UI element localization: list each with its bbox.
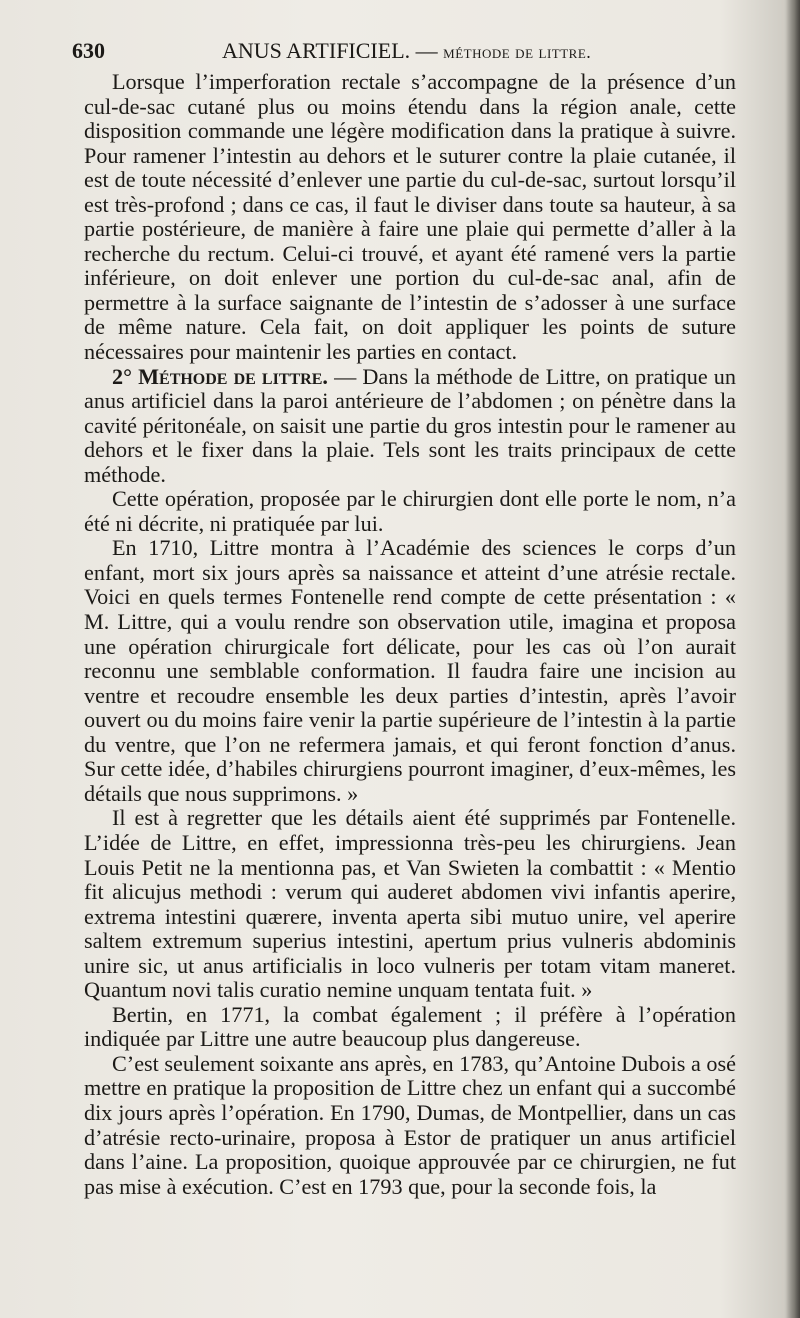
body-text	[84, 70, 736, 1199]
paragraph: Lorsque l’imperforation rectale s’accompagne de la présence d’un cul-de-sac cutané plus ou moins étendu dans la région anale, cette disposition commande une légère modification dans la pratique à suivre. Pour ramener l’intestin au dehors et le suturer contre la plaie cutanée, il est de toute nécessité d’enlever une partie du cul-de-sac, surtout lorsqu’il est très-profond ; dans ce cas, il faut le diviser dans toute sa hauteur, à sa partie postérieure, de manière à faire une plaie qui permette d’aller à la recherche du rectum. Celui-ci trouvé, et ayant été ramené vers la partie inférieure, on doit enlever une portion du cul-de-sac anal, afin de permettre à la surface saignante de l’intestin de s’adosser à une surface de même nature. Cela fait, on doit appliquer les points de suture nécessaires pour maintenir les parties en contact.	[84, 69, 736, 365]
paragraph: C’est seulement soixante ans après, en 1783, qu’Antoine Dubois a osé mettre en pratique la proposition de Littre chez un enfant qui a succombé dix jours après l’opération. En 1790, Dumas, de Montpellier, dans un cas d’atrésie recto-urinaire, proposa à Estor de pratiquer un anus artificiel dans l’aine. La proposition, quoique approuvée par ce chirurgien, ne fut pas mise à exécution. C’est en 1793 que, pour la seconde fois, la	[84, 1050, 736, 1199]
page-header	[72, 38, 742, 68]
page-number: 630	[72, 38, 105, 63]
paragraph-text: — Dans la méthode de Littre, on pratique un anus artificiel dans la paroi antérieure de l’abdomen ; on pénètre dans la cavité péritonéale, on saisit une partie du gros intestin pour le ramener au dehors et le fixer dans la plaie. Tels sont les traits principaux de cette méthode.	[84, 363, 736, 487]
section-heading: 2° Méthode de littre.	[112, 363, 328, 389]
page-edge-shadow	[786, 0, 800, 1318]
paragraph: Cette opération, proposée par le chirurgien dont elle porte le nom, n’a été ni décrite, ni pratiquée par lui.	[84, 486, 736, 536]
paragraph: Bertin, en 1771, la combat également ; il préfère à l’opération indiquée par Littre une autre beaucoup plus dangereuse.	[84, 1001, 736, 1052]
running-title-main: ANUS ARTIFICIEL.	[222, 38, 411, 63]
paragraph: Il est à regretter que les détails aient été supprimés par Fontenelle. L’idée de Littre, en effet, impressionna très-peu les chirurgiens. Jean Louis Petit ne la mentionna pas, et Van Swieten la combattit : « Mentio fit alicujus methodi : verum qui auderet abdomen vivi infantis aperire, extrema intestini quærere, inventa aperta sibi mutuo unire, vel aperire saltem extremum superius intestini, apertum prius vulneris abdominis unire sic, ut anus artificialis in loco vulneris per totam vitam maneret. Quantum novi talis curatio nemine unquam tentata fuit. »	[84, 805, 736, 1003]
running-title-separator: —	[415, 38, 438, 63]
running-title-sub: méthode de littre.	[443, 42, 592, 62]
paragraph	[84, 365, 736, 488]
paragraph: En 1710, Littre montra à l’Académie des sciences le corps d’un enfant, mort six jours après sa naissance et atteint d’une atrésie rectale. Voici en quels termes Fontenelle rend compte de cette présentation : « M. Littre, qui a voulu rendre son observation utile, imagina et proposa une opération chirurgicale fort délicate, pour les cas où l’on aurait reconnu une semblable conformation. Il faudra faire une incision au ventre et recoudre ensemble les deux parties d’intestin, après l’avoir ouvert ou du moins faire venir la partie supérieure de l’intestin à la partie du ventre, que l’on ne refermera jamais, et qui feront fonction d’anus. Sur cette idée, d’habiles chirurgiens pourront imaginer, d’eux-mêmes, les détails que nous supprimons. »	[84, 535, 736, 806]
running-title	[222, 38, 591, 64]
